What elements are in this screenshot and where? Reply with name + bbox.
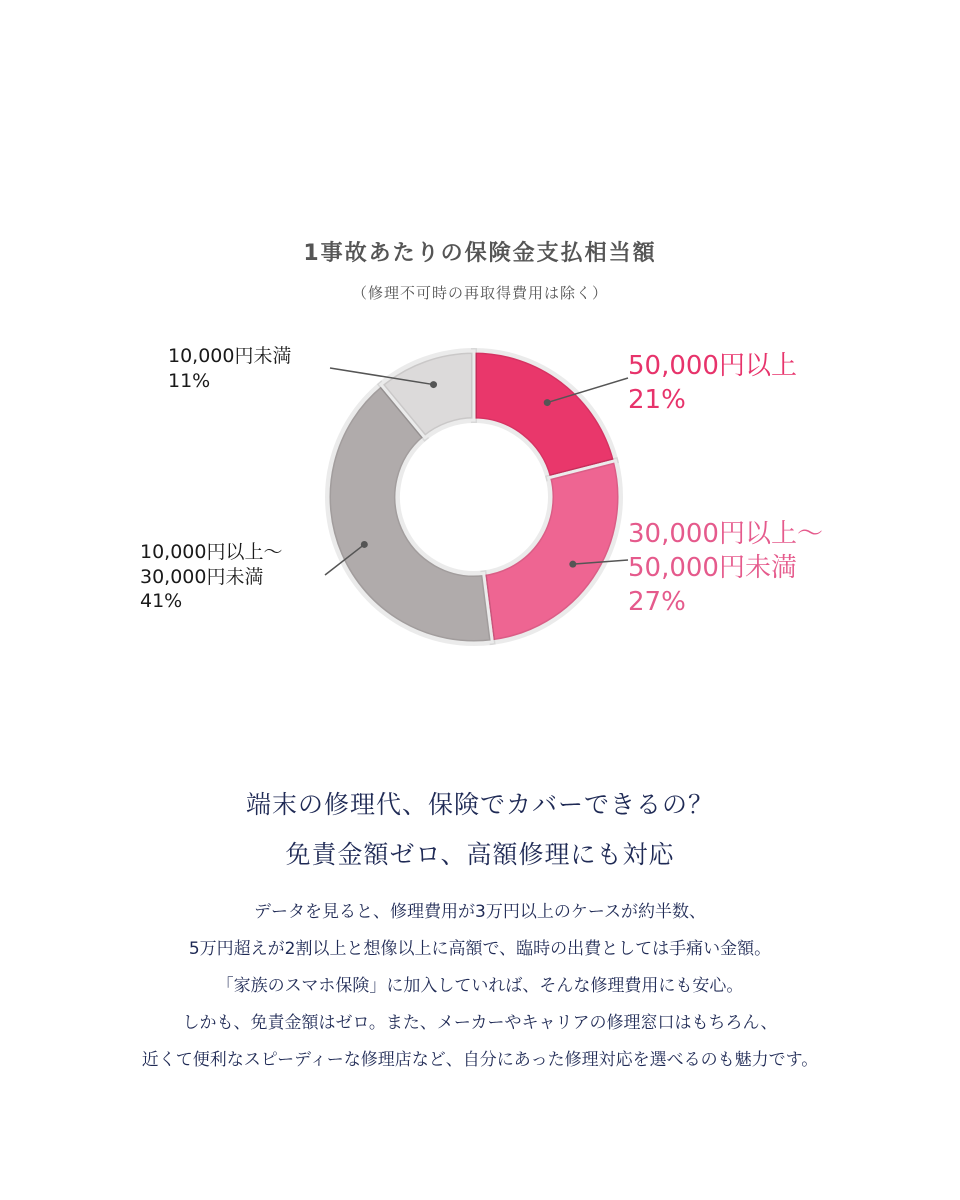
headline	[0, 780, 960, 880]
headline-line-1: 端末の修理代、保険でカバーできるの？	[245, 790, 714, 819]
slice-label-30000-50000-value: 27%	[628, 586, 686, 617]
slice-label-50000-over-value: 21%	[628, 384, 686, 415]
slice-30000-50000-leader-dot	[569, 561, 576, 568]
body-line-5: 近くて便利なスピーディーな修理店など、自分にあった修理対応を選べるのも魅力です。	[141, 1050, 819, 1070]
slice-label-10000-under-name: 10,000円未満	[168, 345, 292, 367]
slice-label-30000-50000	[628, 518, 823, 619]
slice-label-10000-under	[168, 344, 291, 393]
slice-label-10000-30000-line1: 10,000円以上～	[140, 541, 283, 563]
body-line-4: しかも、免責金額はゼロ。また、メーカーやキャリアの修理窓口はもちろん、	[182, 1013, 778, 1033]
chart-subtitle: （修理不可時の再取得費用は除く）	[351, 284, 608, 302]
slice-label-30000-50000-line2: 50,000円未満	[628, 552, 797, 583]
slice-10000-30000-leader-dot	[361, 541, 368, 548]
body-line-2: 5万円超えが2割以上と想像以上に高額で、臨時の出費としては手痛い金額。	[188, 939, 772, 959]
chart-title: 1事故あたりの保険金支払相当額	[303, 241, 657, 266]
body-text	[0, 894, 960, 1079]
slice-label-10000-30000-line2: 30,000円未満	[140, 565, 264, 588]
slice-label-10000-30000-value: 41%	[140, 590, 183, 613]
slice-label-50000-over	[628, 350, 797, 418]
body-line-3: 「家族のスマホ保険」に加入していれば、そんな修理費用にも安心。	[216, 976, 744, 996]
slice-label-30000-50000-line1: 30,000円以上～	[628, 519, 823, 549]
slice-label-10000-under-value: 11%	[168, 369, 211, 392]
body-line-1: データを見ると、修理費用が3万円以上のケースが約半数、	[254, 902, 706, 922]
slice-10000-under-leader-dot	[430, 381, 437, 388]
slice-label-50000-over-name: 50,000円以上	[628, 351, 797, 381]
slice-50000-over-leader-dot	[544, 399, 551, 406]
headline-line-2: 免責金額ゼロ、高額修理にも対応	[285, 840, 675, 869]
slice-label-10000-30000	[140, 540, 282, 614]
